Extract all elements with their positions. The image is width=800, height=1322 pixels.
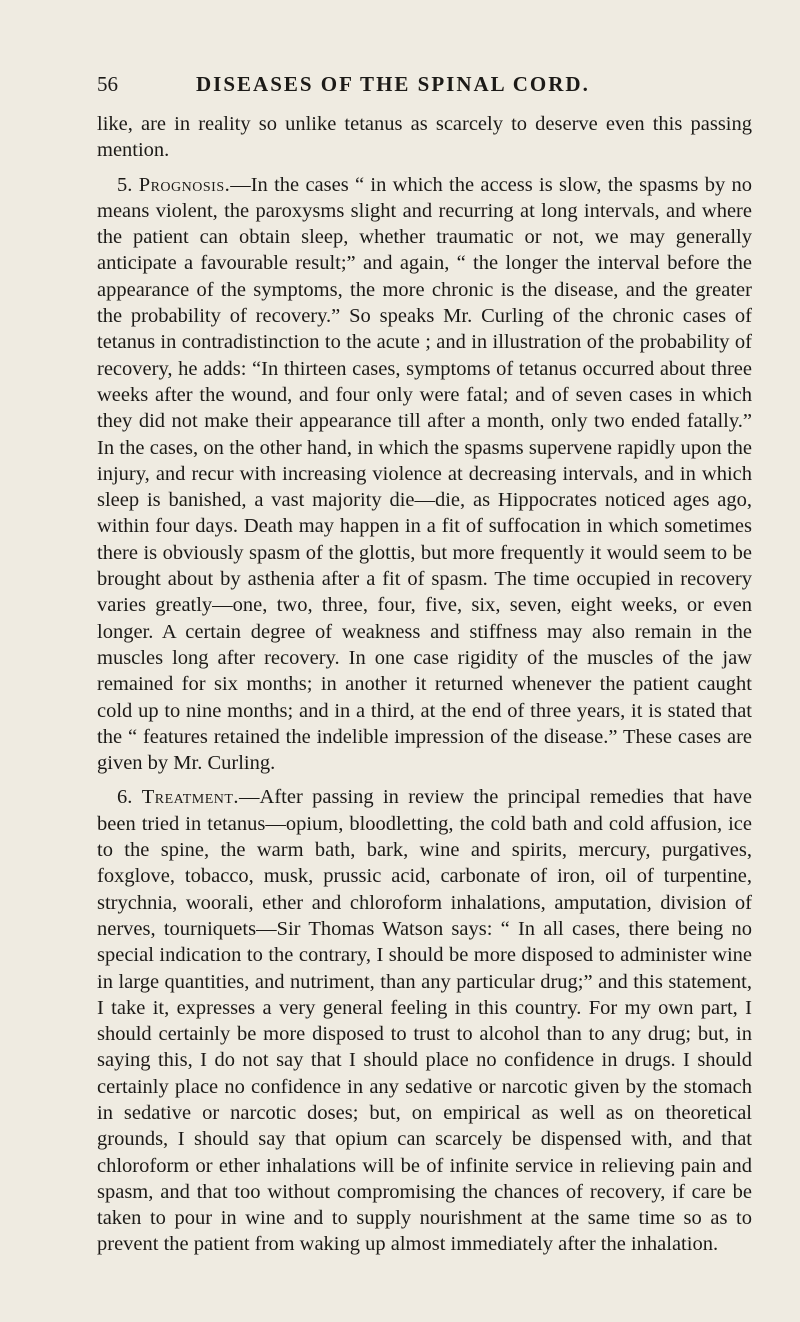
paragraph-treatment [97,784,752,1257]
section-heading: Prognosis. [138,173,231,196]
paragraph-text: —After passing in review the principal remedies that have been tried in tetanus—opium, bloodletting, the cold bath and cold affusion, ice to the spine, the warm bath, bark, wine and spirits, mercury, purgatives, foxglove, tobacco, musk, prussic acid, carbonate of iron, oil of turpentine, strychnia, woorali, ether and chloroform inhalations, amputation, division of nerves, tourniquets—Sir Thomas Watson says: “ In all cases, there being no special indication to the contrary, I should be more disposed to administer wine in large quantities, and nutriment, than any particular drug;” and this statement, I take it, expresses a very general feeling in this country. For my own part, I should certainly be more disposed to trust to alcohol than to any drug; but, in saying this, I do not say that I should place no confidence in drugs. I should certainly place no confidence in any sedative or narcotic given by the stomach in sedative or narcotic doses; but, on empirical as well as on theoretical grounds, I should say that opium can scarcely be dispensed with, and that chloroform or ether inhalations will be of infinite service in relieving pain and spasm, and that too without compromising the chances of recovery, if care be taken to pour in wine and to supply nourishment at the same time so as to prevent the patient from waking up almost immediately after the inhalation. [97,786,753,1256]
body-text [97,111,752,1266]
paragraph-text: —In the cases “ in which the access is slow, the spasms by no means violent, the paroxysms slight and recurring at long intervals, and where the patient can obtain sleep, whether traumatic or not, we may generally anticipate a favourable result;” and again, “ the longer the interval before the appearance of the symptoms, the more chronic is the disease, and the greater the probability of recovery.” So speaks Mr. Curling of the chronic cases of tetanus in contradistinction to the acute ; and in illustration of the probability of recovery, he adds: “In thirteen cases, symptoms of tetanus occurred about three weeks after the wound, and four only were fatal; and of seven cases in which they did not make their appearance till after a month, only two ended fatally.” In the cases, on the other hand, in which the spasms supervene rapidly upon the injury, and recur with increasing violence at decreasing intervals, and in which sleep is banished, a vast majority die—die, as Hippocrates noticed ages ago, within four days. Death may happen in a fit of suffocation in which sometimes there is obviously spasm of the glottis, but more frequently it would seem to be brought about by asthenia after a fit of spasm. The time occupied in recovery varies greatly—one, two, three, four, five, six, seven, eight weeks, or even longer. A certain degree of weakness and stiffness may also remain in the muscles long after recovery. In one case rigidity of the muscles of the jaw remained for six months; in another it returned whenever the patient caught cold up to nine months; and in a third, at the end of three years, it is stated that the “ features retained the indelible impression of the disease.” These cases are given by Mr. Curling. [97,173,753,775]
running-title: DISEASES OF THE SPINAL CORD. [196,72,590,96]
paragraph-prognosis [97,172,752,777]
running-head [97,69,752,99]
section-number: 6. [117,786,133,809]
section-number: 5. [117,173,133,196]
section-heading: Treatment. [141,786,240,809]
paragraph-continuation [97,111,752,164]
paragraph-text: like, are in reality so unlike tetanus as scarcely to deserve even this passing mention. [97,113,752,162]
page-number: 56 [97,72,118,96]
